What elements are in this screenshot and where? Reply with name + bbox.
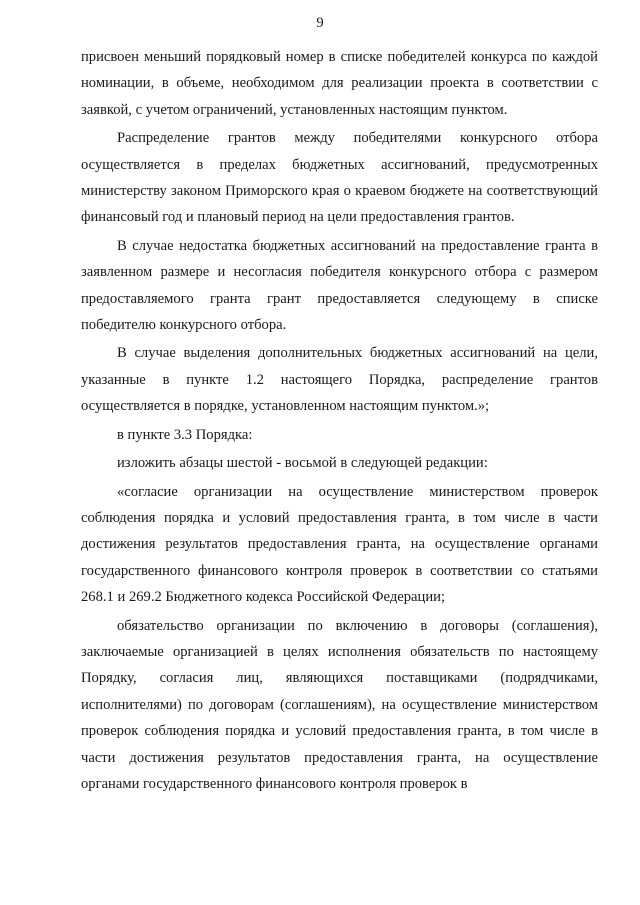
paragraph-7: «согласие организации на осуществление министерством проверок соблюдения порядка и условий предоставления гранта, в том числе в части достижения результатов предоставления гранта, на осуществление органами государственного финансового контроля проверок в соответствии со статьями 268.1 и 269.2 Бюджетного кодекса Российской Федерации;	[81, 483, 598, 606]
page-number: 9	[316, 15, 324, 31]
paragraph-4: В случае выделения дополнительных бюджетных ассигнований на цели, указанные в пункте 1.2 настоящего Порядка, распределение грантов осуществляется в порядке, установленном настоящим пунктом.»;	[81, 345, 598, 415]
paragraph-5: в пункте 3.3 Порядка:	[117, 426, 253, 443]
paragraph-6: изложить абзацы шестой - восьмой в следующей редакции:	[117, 455, 488, 472]
paragraph-2: Распределение грантов между победителями конкурсного отбора осуществляется в пределах бюджетных ассигнований, предусмотренных министерству законом Приморского края о краевом бюджете на соответствующий финансовый год и плановый период на цели предоставления грантов.	[81, 130, 598, 226]
paragraph-8: обязательство организации по включению в договоры (соглашения), заключаемые организацией в целях исполнения обязательств по настоящему Порядку, согласия лиц, являющихся поставщиками (подрядчиками, исполнителями) по договорам (соглашениям), на осуществление министерством проверок соблюдения порядка и условий предоставления гранта, в том числе в части достижения результатов предоставления гранта, на осуществление органами государственного финансового контроля проверок в	[81, 617, 598, 792]
paragraph-1: присвоен меньший порядковый номер в списке победителей конкурса по каждой номинации, в объеме, необходимом для реализации проекта в соответствии с заявкой, с учетом ограничений, установленных настоящим пунктом.	[81, 49, 598, 118]
document-body	[81, 44, 598, 797]
paragraph-3: В случае недостатка бюджетных ассигнований на предоставление гранта в заявленном размере и несогласия победителя конкурсного отбора с размером предоставляемого гранта грант предоставляется следующему в списке победителю конкурсного отбора.	[81, 237, 598, 334]
